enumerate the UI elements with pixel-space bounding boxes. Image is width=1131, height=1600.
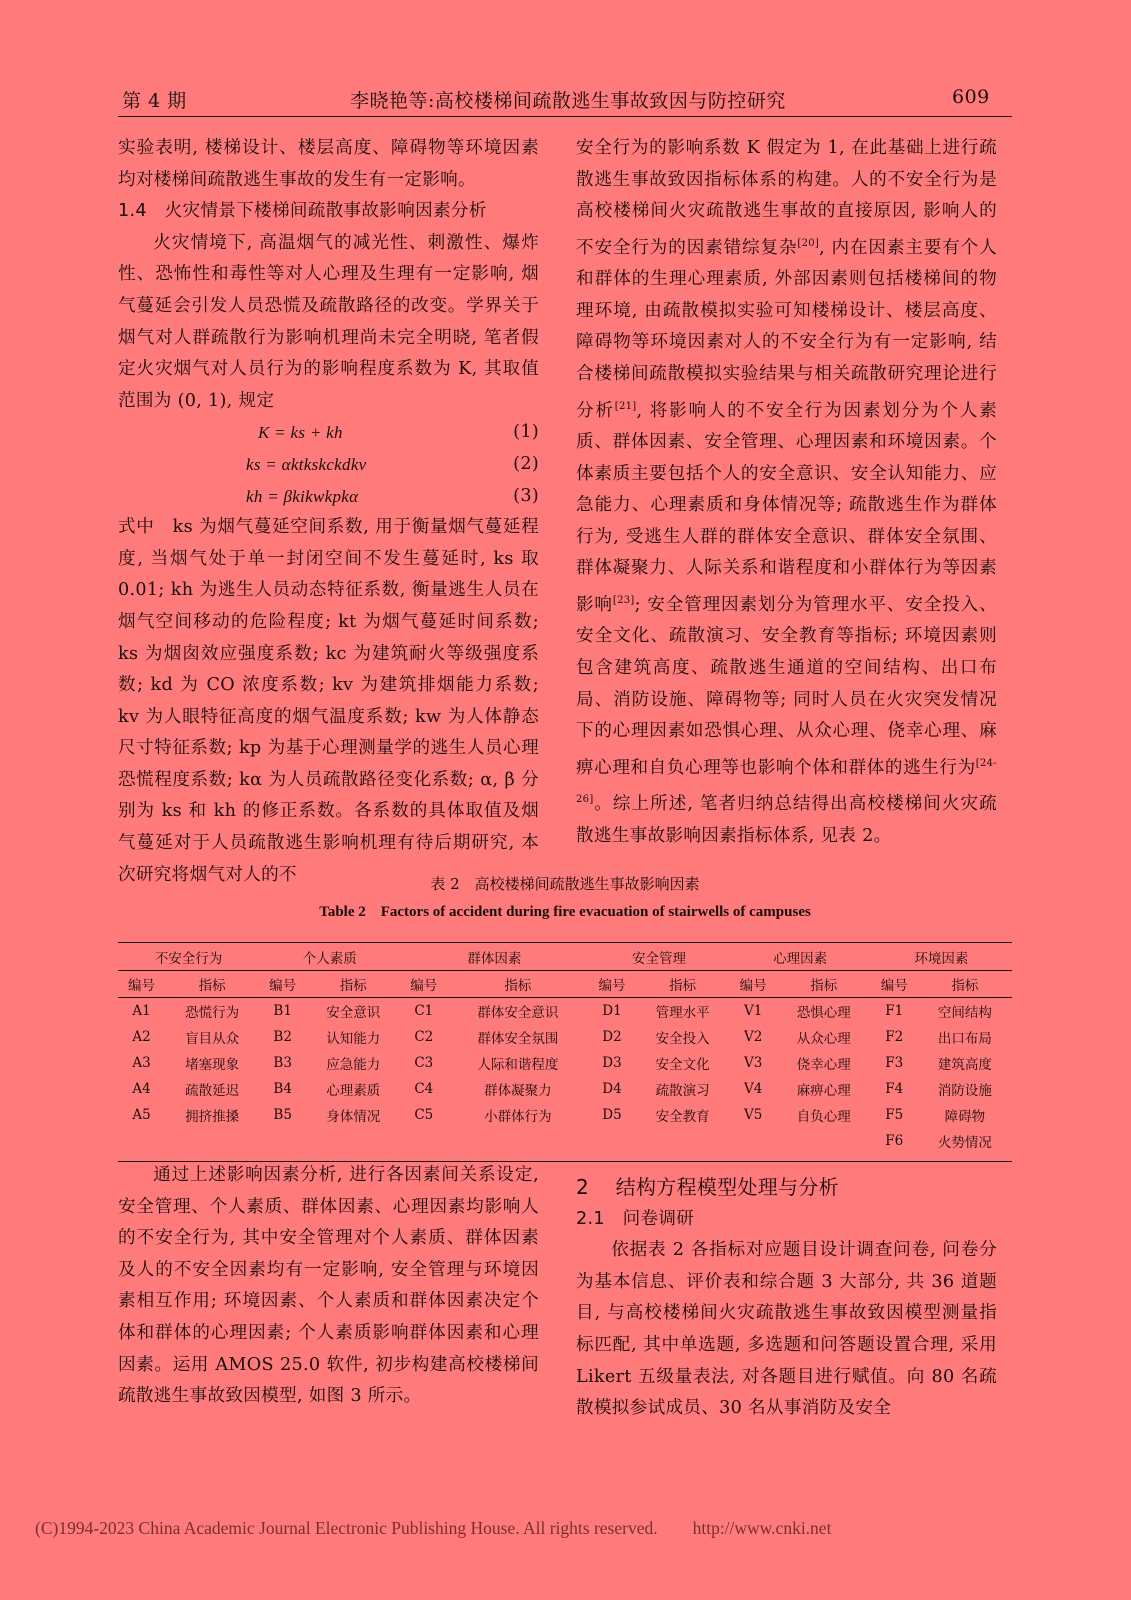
bottom-right-para: 依据表 2 各指标对应题目设计调查问卷, 问卷分为基本信息、评价表和综合题 3 大部分, 共 36 道题目, 与高校楼梯间火灾疏散逃生事故致因模型测量指标匹配, 其中单选题, 多选题和问答题设置合理, 采用 Likert 五级量表法, 对各题目进行赋值。向 80 名疏散模拟参试成员、30 名从事消防及安全	[576, 1240, 997, 1419]
left-para-1: 实验表明, 楼梯设计、楼层高度、障碍物等环境因素均对楼梯间疏散逃生事故的发生有一定影响。	[118, 138, 539, 190]
cell-code: C3	[414, 1055, 434, 1071]
citation-24-26: [24-26]	[576, 757, 997, 806]
cell-code: B5	[273, 1107, 292, 1123]
table-top-rule	[118, 942, 1012, 943]
section-2-1-title: 问卷调研	[622, 1208, 695, 1229]
cell-indicator: 安全投入	[655, 1031, 710, 1047]
equation-2	[118, 449, 539, 481]
table-caption-cn: 表 2 高校楼梯间疏散逃生事故影响因素	[430, 875, 700, 893]
table-body	[118, 998, 1012, 1155]
cell-code: C2	[414, 1029, 434, 1045]
equation-2-number: (2)	[513, 453, 539, 474]
cell-indicator: 小群体行为	[484, 1109, 552, 1125]
equation-3	[118, 481, 539, 513]
group-safety-management: 安全管理	[588, 944, 729, 971]
equation-1-formula: K = ks + kh	[258, 423, 343, 443]
cell-indicator: 空间结构	[937, 1005, 992, 1021]
cell-code	[588, 1128, 635, 1154]
cell-code: B3	[273, 1055, 292, 1071]
factors-table	[118, 944, 1012, 1154]
right-para-1a: 安全行为的影响系数 K 假定为 1, 在此基础上进行疏散逃生事故致因指标体系的构建。人的不安全行为是高校楼梯间火灾疏散逃生事故的直接原因, 影响人的不安全行为的因素错综复杂	[576, 138, 997, 258]
cell-indicator	[447, 1128, 588, 1154]
table-row	[118, 1024, 1012, 1050]
cell-code	[730, 1128, 777, 1154]
equation-3-number: (3)	[513, 485, 539, 506]
cell-code: D2	[602, 1029, 622, 1045]
left-para-3: 式中 ks 为烟气蔓延空间系数, 用于衡量烟气蔓延程度, 当烟气处于单一封闭空间不发生蔓延时, ks 取 0.01; kh 为逃生人员动态特征系数, 衡量逃生人员在烟气空间移动的危险程度; kt 为烟气蔓延时间系数; ks 为烟囱效应强度系数; kc 为建筑耐火等级强度系数; kd 为 CO 浓度系数; kv 为建筑排烟能力系数; kv 为人眼特征高度的烟气温度系数; kw 为人体静态尺寸特征系数; kp 为基于心理测量学的逃生人员心理恐慌程度系数; kα 为人员疏散路径变化系数; α, β 分别为 ks 和 kh 的修正系数。各系数的具体取值及烟气蔓延对于人员疏散逃生影响机理有待后期研究, 本次研究将烟气对人的不	[118, 517, 539, 885]
cell-indicator	[306, 1128, 400, 1154]
sub-header-code: 编号	[259, 971, 306, 998]
right-column	[576, 133, 997, 852]
cell-code: F1	[885, 1003, 904, 1019]
cell-code: F3	[885, 1055, 904, 1071]
cell-indicator: 建筑高度	[937, 1057, 992, 1073]
bottom-left-column	[118, 1160, 539, 1413]
equation-2-formula: ks = αktkskckdkv	[246, 454, 367, 474]
cell-code	[400, 1128, 447, 1154]
table-sub-header-row	[118, 971, 1012, 998]
sub-header-code: 编号	[118, 971, 165, 998]
cell-code: D4	[602, 1081, 622, 1097]
group-environment: 环境因素	[871, 944, 1012, 971]
cell-indicator: 恐惧心理	[796, 1005, 851, 1021]
cell-code: A1	[132, 1003, 151, 1019]
sub-header-indicator: 指标	[918, 971, 1012, 998]
cell-code: D3	[602, 1055, 622, 1071]
cell-indicator: 疏散延迟	[185, 1083, 240, 1099]
cell-indicator: 侥幸心理	[796, 1057, 851, 1073]
cell-code	[259, 1128, 306, 1154]
cell-code: F4	[885, 1081, 904, 1097]
equation-1-number: (1)	[513, 422, 539, 443]
left-para-2: 火灾情境下, 高温烟气的减光性、刺激性、爆炸性、恐怖性和毒性等对人心理及生理有一定影响, 烟气蔓延会引发人员恐慌及疏散路径的改变。学界关于烟气对人群疏散行为影响机理尚未完全明晓, 笔者假定火灾烟气对人员行为的影响程度系数为 K, 其取值范围为 (0, 1), 规定	[118, 232, 539, 411]
table-row	[118, 1128, 1012, 1154]
section-1-4-heading	[118, 196, 539, 228]
cell-code: A4	[132, 1081, 151, 1097]
cell-code: V1	[743, 1003, 763, 1019]
sub-header-code: 编号	[588, 971, 635, 998]
cell-indicator	[777, 1128, 871, 1154]
table-group-header-row	[118, 944, 1012, 971]
cell-indicator: 盲目从众	[185, 1031, 240, 1047]
cell-indicator: 群体安全氛围	[477, 1031, 559, 1047]
cell-indicator: 管理水平	[655, 1005, 710, 1021]
sub-header-indicator: 指标	[306, 971, 400, 998]
section-2-heading	[576, 1172, 997, 1204]
cell-code: C1	[414, 1003, 434, 1019]
section-2-title: 结构方程模型处理与分析	[615, 1175, 839, 1199]
citation-21: [21]	[614, 400, 637, 412]
cell-indicator: 障碍物	[944, 1109, 986, 1125]
right-para-1e: 。综上所述, 笔者归纳总结得出高校楼梯间火灾疏散逃生事故影响因素指标体系, 见表 2。	[576, 794, 997, 846]
cell-indicator: 出口布局	[937, 1031, 992, 1047]
cell-indicator: 安全文化	[655, 1057, 710, 1073]
page-number: 609	[952, 86, 990, 108]
cell-indicator: 安全教育	[655, 1109, 710, 1125]
cell-indicator: 拥挤推搡	[185, 1109, 240, 1125]
equation-3-formula: kh = βkikwkpkα	[246, 486, 359, 506]
cell-code: V4	[743, 1081, 763, 1097]
citation-23: [23]	[612, 595, 635, 607]
sub-header-code: 编号	[400, 971, 447, 998]
right-para-1d: ; 安全管理因素划分为管理水平、安全投入、安全文化、疏散演习、安全教育等指标; 环境因素则包含建筑高度、疏散逃生通道的空间结构、出口布局、消防设施、障碍物等; 同时人员在火灾突发情况下的心理因素如恐惧心理、从众心理、侥幸心理、麻痹心理和自负心理等也影响个体和群体的逃生行为	[576, 594, 997, 778]
sub-header-indicator: 指标	[636, 971, 730, 998]
cell-code: F5	[885, 1107, 904, 1123]
cell-indicator: 从众心理	[796, 1031, 851, 1047]
cell-code: D5	[602, 1107, 622, 1123]
sub-header-indicator: 指标	[447, 971, 588, 998]
cell-indicator: 安全意识	[326, 1005, 381, 1021]
cell-code: C4	[414, 1081, 434, 1097]
header-rule	[118, 116, 1012, 117]
cell-code: A2	[132, 1029, 151, 1045]
sub-header-code: 编号	[730, 971, 777, 998]
cell-indicator	[636, 1128, 730, 1154]
cell-code: B2	[273, 1029, 292, 1045]
cell-code	[118, 1128, 165, 1154]
bottom-left-para: 通过上述影响因素分析, 进行各因素间关系设定, 安全管理、个人素质、群体因素、心理因素均影响人的不安全行为, 其中安全管理对个人素质、群体因素及人的不安全因素均有一定影响, 安全管理与环境因素相互作用; 环境因素、个人素质和群体因素决定个体和群体的心理因素; 个人素质影响群体因素和心理因素。运用 AMOS 25.0 软件, 初步构建高校楼梯间疏散逃生事故致因模型, 如图 3 所示。	[118, 1165, 539, 1407]
cell-code: A5	[132, 1107, 151, 1123]
table-row	[118, 1050, 1012, 1076]
cell-indicator: 麻痹心理	[796, 1083, 851, 1099]
right-para-1c: , 将影响人的不安全行为因素划分为个人素质、群体因素、安全管理、心理因素和环境因素。个体素质主要包括个人的安全意识、安全认知能力、应急能力、心理素质和身体情况等; 疏散逃生作为群体行为, 受逃生人群的群体安全意识、群体安全氛围、群体凝聚力、人际关系和谐程度和小群体行为等因素影响	[576, 400, 997, 615]
cell-code: B1	[273, 1003, 292, 1019]
cell-code: V2	[743, 1029, 763, 1045]
group-unsafe-behavior: 不安全行为	[118, 944, 259, 971]
copyright-footer: (C)1994-2023 China Academic Journal Electronic Publishing House. All rights reserved. http://www.cnki.net	[35, 1518, 832, 1538]
group-personal-quality: 个人素质	[259, 944, 400, 971]
cell-indicator: 身体情况	[326, 1109, 381, 1125]
cell-indicator: 消防设施	[937, 1083, 992, 1099]
cell-code: C5	[414, 1107, 434, 1123]
cell-code: F6	[885, 1133, 904, 1149]
cell-code: B4	[273, 1081, 292, 1097]
group-psychological: 心理因素	[730, 944, 871, 971]
section-title: 火灾情景下楼梯间疏散事故影响因素分析	[164, 201, 487, 222]
left-column	[118, 133, 539, 891]
cell-indicator: 疏散演习	[655, 1083, 710, 1099]
section-number: 1.4	[118, 201, 147, 222]
cell-code: D1	[602, 1003, 622, 1019]
cell-indicator: 自负心理	[796, 1109, 851, 1125]
cell-indicator: 应急能力	[326, 1057, 381, 1073]
bottom-right-column	[576, 1172, 997, 1425]
sub-header-indicator: 指标	[165, 971, 259, 998]
cell-indicator: 群体安全意识	[477, 1005, 559, 1021]
cell-indicator: 恐慌行为	[185, 1005, 240, 1021]
citation-20: [20]	[797, 237, 820, 249]
right-para-1	[576, 133, 997, 852]
right-para-1b: , 内在因素主要有个人和群体的生理心理素质, 外部因素则包括楼梯间的物理环境, 由疏散模拟实验可知楼梯设计、楼层高度、障碍物等环境因素对人的不安全行为有一定影响, 结合楼梯间疏散模拟实验结果与相关疏散研究理论进行分析	[576, 237, 997, 421]
table-caption-en: Table 2 Factors of accident during fire evacuation of stairwells of campuses	[319, 904, 811, 920]
section-2-1-number: 2.1	[576, 1208, 605, 1229]
cell-code: A3	[132, 1055, 151, 1071]
cell-code: V3	[743, 1055, 763, 1071]
table-row	[118, 1102, 1012, 1128]
group-group-factors: 群体因素	[400, 944, 588, 971]
sub-header-indicator: 指标	[777, 971, 871, 998]
section-2-number: 2	[576, 1175, 590, 1199]
cell-code: V5	[743, 1107, 763, 1123]
cell-indicator: 群体凝聚力	[484, 1083, 552, 1099]
table-row	[118, 998, 1012, 1025]
equation-1	[118, 417, 539, 449]
section-2-1-heading	[576, 1204, 997, 1236]
cell-indicator: 火势情况	[937, 1135, 992, 1151]
cell-indicator: 人际和谐程度	[477, 1057, 559, 1073]
cell-indicator: 心理素质	[326, 1083, 381, 1099]
issue-number: 第 4 期	[122, 90, 187, 112]
running-title: 李晓艳等:高校楼梯间疏散逃生事故致因与防控研究	[350, 90, 786, 112]
sub-header-code: 编号	[871, 971, 918, 998]
table-row	[118, 1076, 1012, 1102]
cell-code: F2	[885, 1029, 904, 1045]
cell-indicator: 堵塞现象	[185, 1057, 240, 1073]
cell-indicator: 认知能力	[326, 1031, 381, 1047]
cell-indicator	[165, 1128, 259, 1154]
